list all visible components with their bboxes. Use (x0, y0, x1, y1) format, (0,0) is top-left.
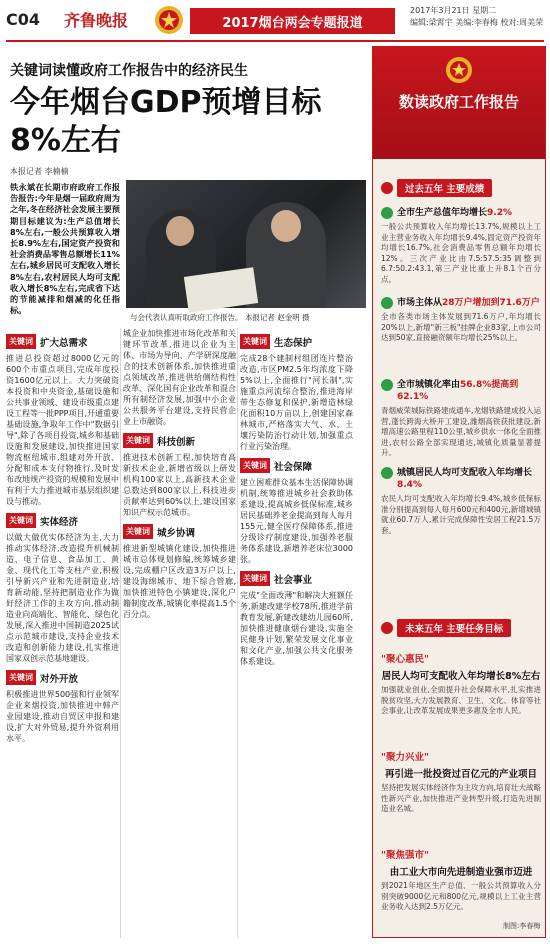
panel-editor: 制图:李春梅 (503, 922, 541, 930)
future-item (381, 749, 541, 815)
past-item-highlight: 8.4% (397, 480, 422, 490)
keyword-tag: 关键词 (6, 334, 36, 349)
past-item-pre: 城镇居民人均可支配收入年均增长 (397, 468, 533, 478)
future-item-quote: "聚力兴业" (381, 752, 429, 763)
future-item (381, 651, 541, 717)
past-item-highlight: 9.2% (487, 208, 512, 218)
past-item (381, 379, 541, 459)
section-title: 扩大总需求 (40, 337, 88, 349)
future-item-heading: 由工业大市向先进制造业强市迈进 (389, 867, 533, 878)
past-item-pre: 市场主体从 (397, 298, 443, 308)
keyword-tag: 关键词 (123, 524, 153, 539)
section-title: 科技创新 (157, 436, 196, 448)
bullet-icon (381, 182, 393, 194)
future-item-heading: 再引进一批投资过百亿元的产业项目 (384, 769, 537, 780)
section-title: 城乡协调 (157, 527, 196, 539)
check-icon (381, 467, 393, 479)
future-section-header (381, 619, 511, 637)
article-headline: 今年烟台GDP预增目标8%左右 (10, 85, 322, 158)
article-byline: 本报记者 李楠楠 (10, 167, 69, 176)
panel-title: 数读政府工作报告 (398, 93, 519, 111)
past-section-header (381, 179, 492, 197)
past-item-text: 全市各类市场主体发展到71.6万户,年均增长20%以上,新增"新三板"挂牌企业83家,上市公司达到50家,直接融资额年均增长25%以上。 (381, 312, 541, 342)
past-item-text: 青烟威荣城际铁路建成通车,龙烟铁路建成投入运营,蓬长跨海大桥开工建设,潍烟高铁获批建设,新增高速公路里程110公里,城乡供水一体化全面推进,农村公路全部实现通达,城镇化质量显著提升。 (381, 406, 541, 457)
keyword-tag: 关键词 (240, 458, 270, 473)
section-heading (240, 571, 353, 586)
article-kicker: 关键词读懂政府工作报告中的经济民生 (10, 63, 248, 79)
past-item-title (397, 467, 541, 491)
past-item-title (397, 379, 541, 403)
issue-editors: 编辑:梁霄宇 美编:李春梅 校对:周美荣 (410, 18, 544, 27)
check-icon (381, 297, 393, 309)
body-paragraph: 积极推进世界500强和行业领军企业来烟投资,加快推进中韩产业园建设,推动自贸区申报和建设,扩大对外贸易,提升外资利用水平。 (6, 690, 119, 743)
section-heading (123, 433, 236, 448)
section-heading (6, 513, 119, 528)
check-icon (381, 207, 393, 219)
future-item-quote: "聚心惠民" (381, 654, 429, 665)
column-divider (237, 328, 238, 938)
section-banner: 2017烟台两会专题报道 (190, 8, 395, 34)
photo-face-right (271, 210, 301, 242)
section-title: 对外开放 (40, 673, 79, 685)
photo-caption: 与会代表认真听取政府工作报告。 本报记者 赵金明 摄 (130, 313, 310, 322)
past-item-pre: 全市生产总值年均增长 (397, 208, 488, 218)
future-item-quote: "聚焦强市" (381, 850, 429, 861)
body-paragraph: 完成"全面改薄"和解决大班额任务,新建改建学校78所,推进学前教育发展,新建改建幼儿园60所,加快推进健康烟台建设,实施全民健身计划,繁荣发展文化事业和文化产业,加强公共文化服务体系建设。 (240, 591, 353, 666)
past-item-title (397, 297, 540, 309)
photo-face-left (166, 216, 194, 246)
page-number: C04 (6, 10, 41, 29)
body-paragraph: 城企业加快推进市场化改革和关键环节改革,推进以企业为主体、市场为导向、产学研深度融合的技术创新体系,加快推进重点领域改革,推进供给侧结构性改革、深化国有企业改革和混合所有制经济发展,加强中小企业公共服务平台建设,支持民营企业上市融资。 (123, 329, 236, 426)
paper-logo: 齐鲁晚报 (64, 11, 129, 30)
past-item-heading (381, 467, 541, 491)
article-lead: 铁永斌在长期市府政府工作报告报告:今年是烟一届政府周为之年,冬在经济社会发展主要预期目标建议为:生产总值增长8%左右,一般公共预算收入增长8.9%左右,国定资产投资和社会消费品零售总额增长11%左右,城乡居民可支配收入增长8%左右,农村居民人均可支配收入增长8%左右,完成省下达的节能减排和烟减的化任指标。 (10, 182, 120, 316)
future-item-text: 到2021年地区生产总值、一般公共预算收入分别突破9000亿元和800亿元,规模以上工业主营业务收入达到2.5万亿元。 (381, 881, 541, 911)
section-title: 实体经济 (40, 516, 79, 528)
past-section-label: 过去五年 主要成绩 (397, 179, 492, 197)
keyword-tag: 关键词 (6, 670, 36, 685)
keyword-tag: 关键词 (240, 571, 270, 586)
keyword-tag: 关键词 (123, 433, 153, 448)
body-paragraph: 推进总投资超过8000亿元的600个市重点项目,完成年度投资1600亿元以上。大力突破资本投资和中央资金,基础设施和公共事业领域、建设市级重点建设工程等一批PPP项目,开通重要基础设施,争取年工作中"数据引导",除了各项目投资,城乡和基础设施和发展建设,加快推进国家物流枢纽城市,组建对外开放、分配和成本支付物推行,及时发布改地规产投资的规模和发展中有利于大力推进城市基层组织建设与推动。 (6, 354, 120, 506)
past-item (381, 467, 541, 536)
section-heading (6, 334, 119, 349)
section-heading (6, 670, 119, 685)
past-item (381, 297, 541, 344)
body-paragraph: 推进新型城镇化建设,加快推进城市总体规划修编,统筹城乡建设,完成棚户区改造3万户以上,建设海绵城市、地下综合管廊,加快推进特色小镇建设,深化户籍制度改革,城镇化率提高1.5个百分点。 (123, 544, 236, 619)
future-item (381, 847, 541, 913)
future-item-text: 加强就业创业,全面提升社会保障水平,扎实推进脱贫攻坚,大力发展教育、卫生、文化、体育等社会事业,让改革发展成果更多惠及全市人民。 (381, 685, 541, 715)
body-column-3 (240, 328, 353, 938)
emblem-icon (443, 55, 475, 85)
header-rule (6, 40, 544, 42)
panel-header (373, 47, 545, 159)
past-item-heading (381, 207, 541, 219)
future-item-text: 坚持把发展实体经济作为主攻方向,培育壮大战略性新兴产业,加快推进产业转型升级,打造先进制造业名城。 (381, 783, 541, 813)
section-title: 社会事业 (274, 574, 313, 586)
section-heading (240, 458, 353, 473)
past-item-heading (381, 297, 541, 309)
body-column-1 (6, 328, 119, 938)
keyword-tag: 关键词 (240, 334, 270, 349)
issue-meta (410, 5, 543, 29)
future-item-heading: 居民人均可支配收入年均增长8%左右 (381, 671, 541, 682)
issue-date: 2017年3月21日 星期二 (410, 6, 497, 15)
page-header (0, 0, 550, 40)
bullet-icon (381, 622, 393, 634)
body-column-2 (123, 328, 236, 938)
past-item-heading (381, 379, 541, 403)
news-photo (126, 180, 366, 308)
body-paragraph: 推进技术创新工程,加快培育高新技术企业,新增省级以上研发机构100家以上,高新技术企业总数达到800家以上,科技进步贡献率达到60%以上,建设国家知识产权示范城市。 (123, 453, 236, 517)
keyword-tag: 关键词 (6, 513, 36, 528)
past-item-pre: 全市城镇化率由 (397, 380, 461, 390)
section-title: 生态保护 (274, 337, 313, 349)
body-paragraph: 以做大做优实体经济为主,大力推动实体经济,改造提升机械制造、电子信息、食品加工、黄金、现代化工等支柱产业,积极引导新兴产业和先进制造业,培育新动能,坚持把制造业作为做好经济工作的主攻方向,推动制造业向高端化、智能化、绿色化发展,深入推进中国制造2025试点示范城市建设,支持企业技术改造和创新能力建设,扎实推进国家双创示范基地建设。 (6, 533, 119, 663)
past-item (381, 207, 541, 285)
past-item-text: 一般公共预算收入年均增长13.7%,规模以上工业主营业务收入年均增长9.4%,固定资产投资年均增长16.7%,社会消费品零售总额年均增长12%。三次产业比由7.5:57.5:35调整到6.7:50.2:43.1,第三产业比重上升8.1个百分点。 (381, 222, 541, 284)
section-heading (240, 334, 353, 349)
body-paragraph: 建立困难群众基本生活保障协调机制,统筹推进城乡社会救助体系建设,提高城乡低保标准,城乡居民基础养老金提高到每人每月155元,健全医疗保障体系,推进分级诊疗制度建设,加强养老服务体系建设,新增养老床位3000张。 (240, 478, 353, 564)
check-icon (381, 379, 393, 391)
past-item-title (397, 207, 512, 219)
past-item-highlight: 56.8%提高到62.1% (397, 380, 519, 402)
section-title: 社会保障 (274, 461, 313, 473)
past-item-text: 农民人均可支配收入年均增长9.4%,城乡低保标准分别提高到每人每月600元和400元,新增城镇就业60.7万人,累计完成保障性安居工程21.5万套。 (381, 494, 541, 535)
section-heading (123, 524, 236, 539)
body-paragraph: 完成28个建制村组团连片整治改造,市区PM2.5年均浓度下降5%以上,全面推行"河长制",实施重点河流综合整治,推进海岸带生态修复和保护,新增造林绿化面积10万亩以上,创建国家森林城市,严格落实大气、水、土壤污染防治行动计划,加强重点行业污染治理。 (240, 354, 353, 451)
data-panel (372, 46, 546, 938)
past-item-highlight: 28万户增加到71.6万户 (442, 298, 540, 308)
future-section-label: 未来五年 主要任务目标 (397, 619, 511, 637)
column-divider (120, 328, 121, 938)
emblem-icon (150, 4, 188, 36)
